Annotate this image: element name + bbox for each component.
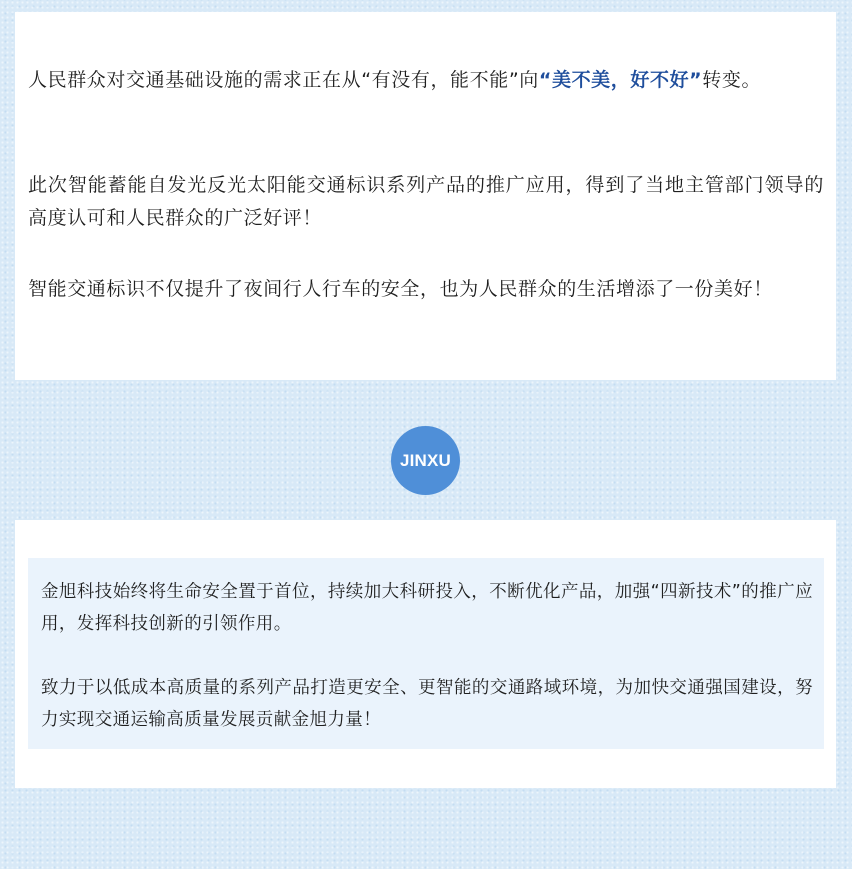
- content-card-top: [15, 12, 836, 380]
- paragraph-demand-shift: [28, 64, 824, 97]
- paragraph-product-application: 此次智能蓄能自发光反光太阳能交通标识系列产品的推广应用，得到了当地主管部门领导的高度认可和人民群众的广泛好评！: [28, 174, 824, 229]
- jinxu-logo-badge: JINXU: [391, 426, 460, 495]
- highlight-phrase: “美不美，好不好”: [538, 69, 703, 91]
- paragraph-demand-end: 转变。: [702, 69, 762, 91]
- paragraph-company-commitment: 金旭科技始终将生命安全置于首位，持续加大科研投入，不断优化产品，加强“四新技术”的推广应用，发挥科技创新的引领作用。: [41, 582, 813, 634]
- paragraph-company-mission: 致力于以低成本高质量的系列产品打造更安全、更智能的交通路域环境，为加快交通强国建设，努力实现交通运输高质量发展贡献金旭力量！: [41, 678, 813, 730]
- content-card-bottom: [15, 520, 836, 788]
- company-statement-box: [28, 558, 824, 749]
- paragraph-demand-text: 人民群众对交通基础设施的需求正在从“有没有，能不能”向: [28, 69, 539, 91]
- paragraph-safety-benefit: 智能交通标识不仅提升了夜间行人行车的安全，也为人民群众的生活增添了一份美好！: [28, 278, 773, 300]
